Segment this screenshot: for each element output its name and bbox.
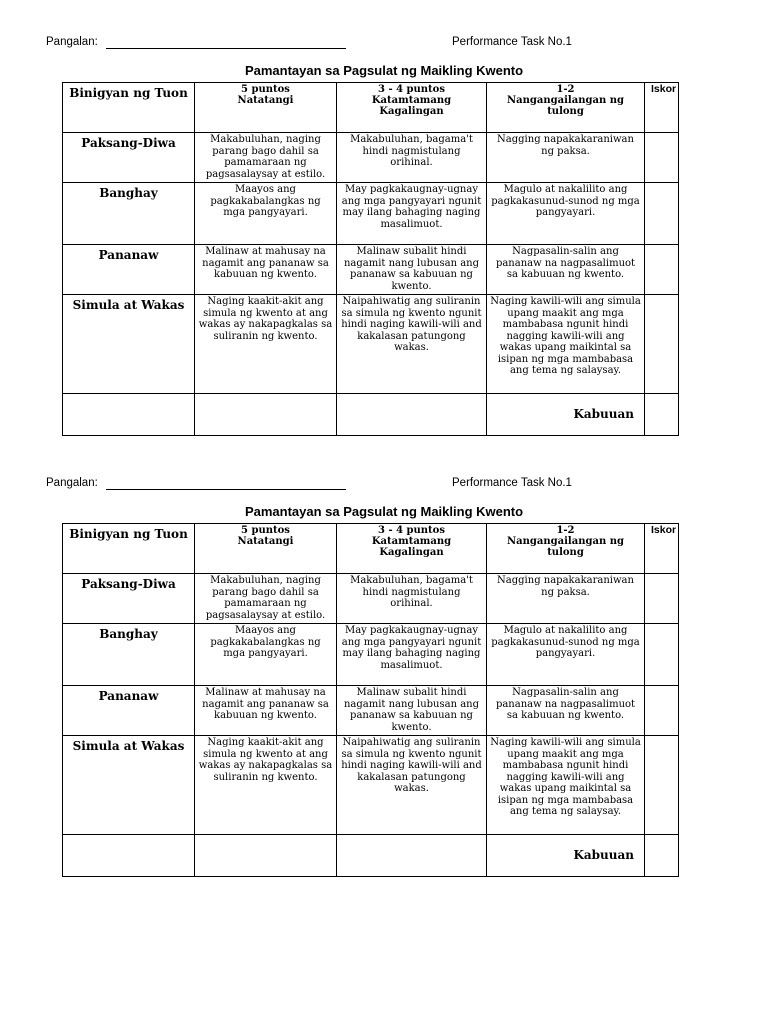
level5-name: Natatangi — [237, 95, 294, 106]
header-row — [63, 83, 679, 133]
level12-name: Nangangailangan ng tulong — [507, 95, 624, 117]
level34-cell: Naipahiwatig ang suliranin sa simula ng kwento ngunit hindi naging kawili-wili and kakalasan patungong wakas. — [337, 736, 487, 835]
score-cell[interactable] — [645, 245, 679, 295]
level5-cell: Naging kaakit-akit ang simula ng kwento at ang wakas ay nakapagkalas sa suliranin ng kwento. — [195, 295, 337, 394]
level5-points: 5 puntos — [241, 84, 290, 95]
empty-cell — [337, 394, 487, 436]
level12-name: Nangangailangan ng tulong — [507, 536, 624, 558]
score-cell[interactable] — [645, 736, 679, 835]
level5-cell: Makabuluhan, naging parang bago dahil sa pamamaraan ng pagsasalaysay at estilo. — [195, 133, 337, 183]
total-score-cell[interactable] — [645, 835, 679, 877]
level34-cell: Malinaw subalit hindi nagamit nang lubusan ang pananaw sa kabuuan ng kwento. — [337, 686, 487, 736]
score-header: Iskor — [645, 524, 679, 574]
total-score-cell[interactable] — [645, 394, 679, 436]
criterion-cell: Simula at Wakas — [63, 295, 195, 394]
level5-cell: Makabuluhan, naging parang bago dahil sa pamamaraan ng pagsasalaysay at estilo. — [195, 574, 337, 624]
level34-header — [337, 524, 487, 574]
table-row — [63, 183, 679, 245]
empty-cell — [63, 394, 195, 436]
level34-cell: Makabuluhan, bagama't hindi nagmistulang orihinal. — [337, 574, 487, 624]
criteria-header: Binigyan ng Tuon — [63, 524, 195, 574]
criteria-header: Binigyan ng Tuon — [63, 83, 195, 133]
table-row — [63, 686, 679, 736]
criterion-cell: Simula at Wakas — [63, 736, 195, 835]
level5-points: 5 puntos — [241, 525, 290, 536]
score-cell[interactable] — [645, 183, 679, 245]
level12-cell: Nagpasalin-salin ang pananaw na nagpasalimuot sa kabuuan ng kwento. — [487, 686, 645, 736]
level12-cell: Magulo at nakalilito ang pagkakasunud-sunod ng mga pangyayari. — [487, 183, 645, 245]
criterion-cell: Pananaw — [63, 245, 195, 295]
table-row — [63, 736, 679, 835]
total-label: Kabuuan — [487, 835, 645, 877]
score-cell[interactable] — [645, 295, 679, 394]
header-row — [63, 524, 679, 574]
level34-name: Katamtamang Kagalingan — [371, 536, 452, 558]
score-header: Iskor — [645, 83, 679, 133]
level5-header — [195, 524, 337, 574]
level34-cell: Makabuluhan, bagama't hindi nagmistulang orihinal. — [337, 133, 487, 183]
sheet-header — [0, 475, 768, 493]
criterion-cell: Banghay — [63, 183, 195, 245]
table-row — [63, 295, 679, 394]
criterion-cell: Paksang-Diwa — [63, 133, 195, 183]
score-cell[interactable] — [645, 624, 679, 686]
empty-cell — [195, 835, 337, 877]
level34-cell: Malinaw subalit hindi nagamit nang lubusan ang pananaw sa kabuuan ng kwento. — [337, 245, 487, 295]
level12-header — [487, 524, 645, 574]
empty-cell — [195, 394, 337, 436]
level12-cell: Nagging napakakaraniwan ng paksa. — [487, 574, 645, 624]
level34-points: 3 - 4 puntos — [378, 84, 445, 95]
table-row — [63, 574, 679, 624]
level12-points: 1-2 — [556, 525, 575, 536]
level12-cell: Naging kawili-wili ang simula upang maakit ang mga mambabasa ngunit hindi nagging kawili-wili ang wakas upang maikintal sa isipan ng mga mambabasa ang tema ng salaysay. — [487, 736, 645, 835]
table-row — [63, 133, 679, 183]
criterion-cell: Paksang-Diwa — [63, 574, 195, 624]
level12-cell: Naging kawili-wili ang simula upang maakit ang mga mambabasa ngunit hindi nagging kawili-wili ang wakas upang maikintal sa isipan ng mga mambabasa ang tema ng salaysay. — [487, 295, 645, 394]
level34-points: 3 - 4 puntos — [378, 525, 445, 536]
criterion-cell: Pananaw — [63, 686, 195, 736]
name-blank-line[interactable] — [106, 489, 346, 490]
total-label: Kabuuan — [487, 394, 645, 436]
total-row — [63, 394, 679, 436]
empty-cell — [337, 835, 487, 877]
name-blank-line[interactable] — [106, 48, 346, 49]
level5-header — [195, 83, 337, 133]
score-cell[interactable] — [645, 574, 679, 624]
empty-cell — [63, 835, 195, 877]
total-row — [63, 835, 679, 877]
level12-points: 1-2 — [556, 84, 575, 95]
level34-cell: May pagkakaugnay-ugnay ang mga pangyayari ngunit may ilang bahaging naging masalimuot. — [337, 183, 487, 245]
score-cell[interactable] — [645, 133, 679, 183]
level12-cell: Magulo at nakalilito ang pagkakasunud-sunod ng mga pangyayari. — [487, 624, 645, 686]
criterion-cell: Banghay — [63, 624, 195, 686]
level5-cell: Malinaw at mahusay na nagamit ang pananaw sa kabuuan ng kwento. — [195, 245, 337, 295]
task-label: Performance Task No.1 — [452, 36, 572, 48]
level34-cell: May pagkakaugnay-ugnay ang mga pangyayari ngunit may ilang bahaging naging masalimuot. — [337, 624, 487, 686]
level12-cell: Nagpasalin-salin ang pananaw na nagpasalimuot sa kabuuan ng kwento. — [487, 245, 645, 295]
sheet-header — [0, 34, 768, 52]
rubric-title: Pamantayan sa Pagsulat ng Maikling Kwento — [244, 504, 524, 519]
rubric-table — [62, 82, 679, 436]
level12-cell: Nagging napakakaraniwan ng paksa. — [487, 133, 645, 183]
level34-name: Katamtamang Kagalingan — [371, 95, 452, 117]
level34-cell: Naipahiwatig ang suliranin sa simula ng kwento ngunit hindi naging kawili-wili and kakalasan patungong wakas. — [337, 295, 487, 394]
level5-cell: Maayos ang pagkakabalangkas ng mga pangyayari. — [195, 183, 337, 245]
table-row — [63, 624, 679, 686]
task-label: Performance Task No.1 — [452, 477, 572, 489]
level12-header — [487, 83, 645, 133]
score-cell[interactable] — [645, 686, 679, 736]
rubric-table — [62, 523, 679, 877]
level5-cell: Naging kaakit-akit ang simula ng kwento at ang wakas ay nakapagkalas sa suliranin ng kwento. — [195, 736, 337, 835]
level5-cell: Maayos ang pagkakabalangkas ng mga pangyayari. — [195, 624, 337, 686]
name-label: Pangalan: — [46, 477, 98, 489]
level5-cell: Malinaw at mahusay na nagamit ang pananaw sa kabuuan ng kwento. — [195, 686, 337, 736]
level34-header — [337, 83, 487, 133]
name-label: Pangalan: — [46, 36, 98, 48]
level5-name: Natatangi — [237, 536, 294, 547]
table-row — [63, 245, 679, 295]
rubric-title: Pamantayan sa Pagsulat ng Maikling Kwento — [244, 63, 524, 78]
